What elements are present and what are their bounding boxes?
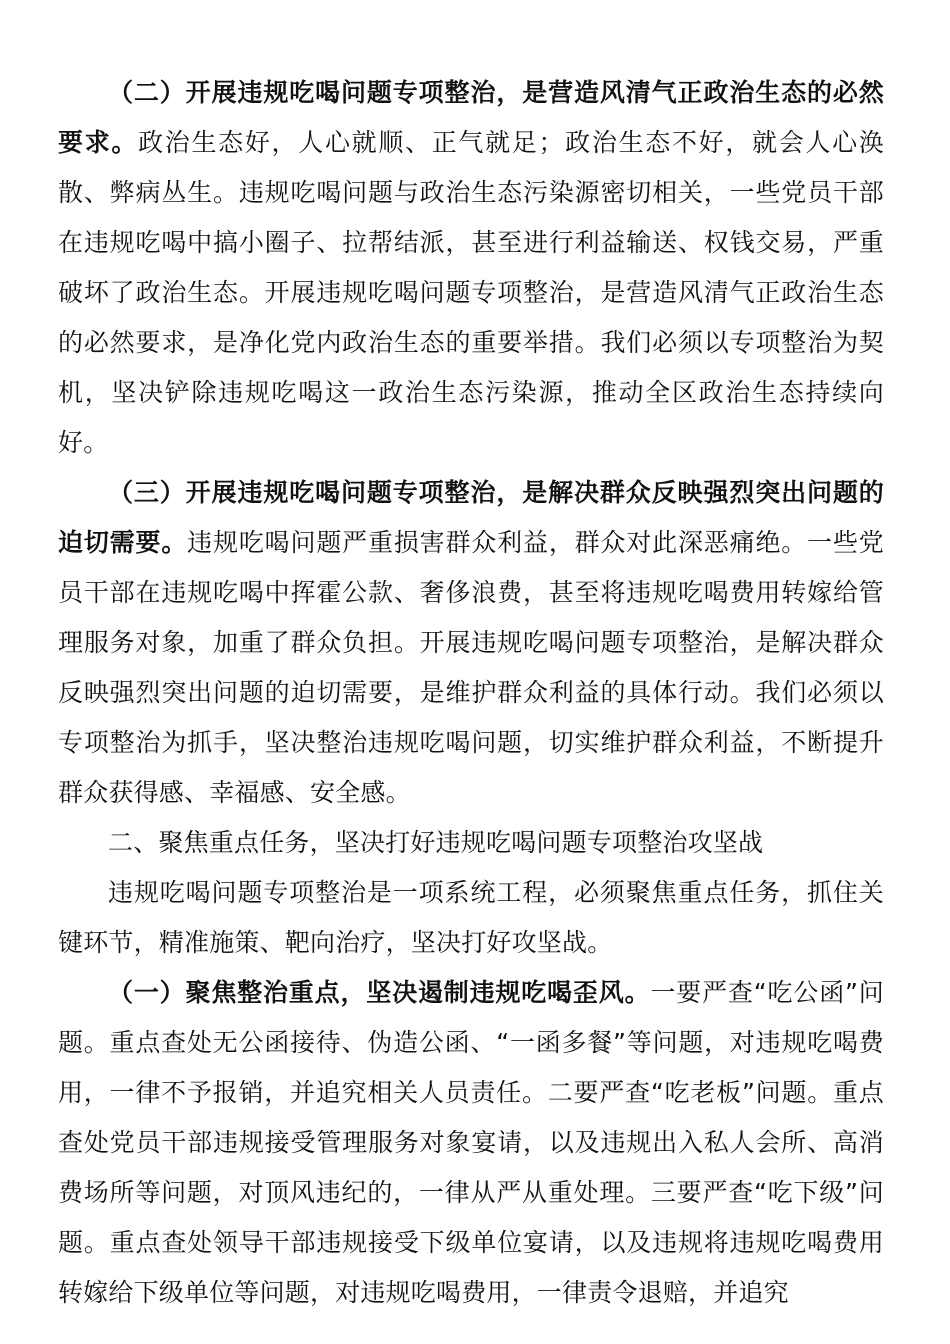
section-heading: 二、聚焦重点任务，坚决打好违规吃喝问题专项整治攻坚战: [108, 828, 764, 857]
item-one: [58, 968, 884, 1318]
paragraph-two-body: 政治生态好，人心就顺、正气就足；政治生态不好，就会人心涣散、弊病丛生。违规吃喝问题与政治生态污染源密切相关，一些党员干部在违规吃喝中搞小圈子、拉帮结派，甚至进行利益输送、权钱交易，严重破坏了政治生态。开展违规吃喝问题专项整治，是营造风清气正政治生态的必然要求，是净化党内政治生态的重要举措。我们必须以专项整治为契机，坚决铲除违规吃喝这一政治生态污染源，推动全区政治生态持续向好。: [58, 128, 884, 457]
paragraph-three-lead: （三）开展违规吃喝问题专项整治，是解决群众反映强烈突出问题的迫切需要。: [58, 478, 884, 557]
paragraph-three-body: 违规吃喝问题严重损害群众利益，群众对此深恶痛绝。一些党员干部在违规吃喝中挥霍公款、奢侈浪费，甚至将违规吃喝费用转嫁给管理服务对象，加重了群众负担。开展违规吃喝问题专项整治，是解决群众反映强烈突出问题的迫切需要，是维护群众利益的具体行动。我们必须以专项整治为抓手，坚决整治违规吃喝问题，切实维护群众利益，不断提升群众获得感、幸福感、安全感。: [58, 528, 884, 807]
paragraph-two: [58, 68, 884, 468]
item-one-body: 一要严查“吃公函”问题。重点查处无公函接待、伪造公函、“一函多餐”等问题，对违规吃喝费用，一律不予报销，并追究相关人员责任。二要严查“吃老板”问题。重点查处党员干部违规接受管理服务对象宴请，以及违规出入私人会所、高消费场所等问题，对顶风违纪的，一律从严从重处理。三要严查“吃下级”问题。重点查处领导干部违规接受下级单位宴请，以及违规将违规吃喝费用转嫁给下级单位等问题，对违规吃喝费用，一律责令退赔，并追究: [58, 978, 885, 1307]
item-one-lead: （一）聚焦整治重点，坚决遏制违规吃喝歪风。: [108, 978, 651, 1007]
paragraph-two-lead: （二）开展违规吃喝问题专项整治，是营造风清气正政治生态的必然要求。: [58, 78, 884, 157]
paragraph-three: [58, 468, 884, 818]
section-intro: 违规吃喝问题专项整治是一项系统工程，必须聚焦重点任务，抓住关键环节，精准施策、靶向治疗，坚决打好攻坚战。: [58, 878, 884, 957]
